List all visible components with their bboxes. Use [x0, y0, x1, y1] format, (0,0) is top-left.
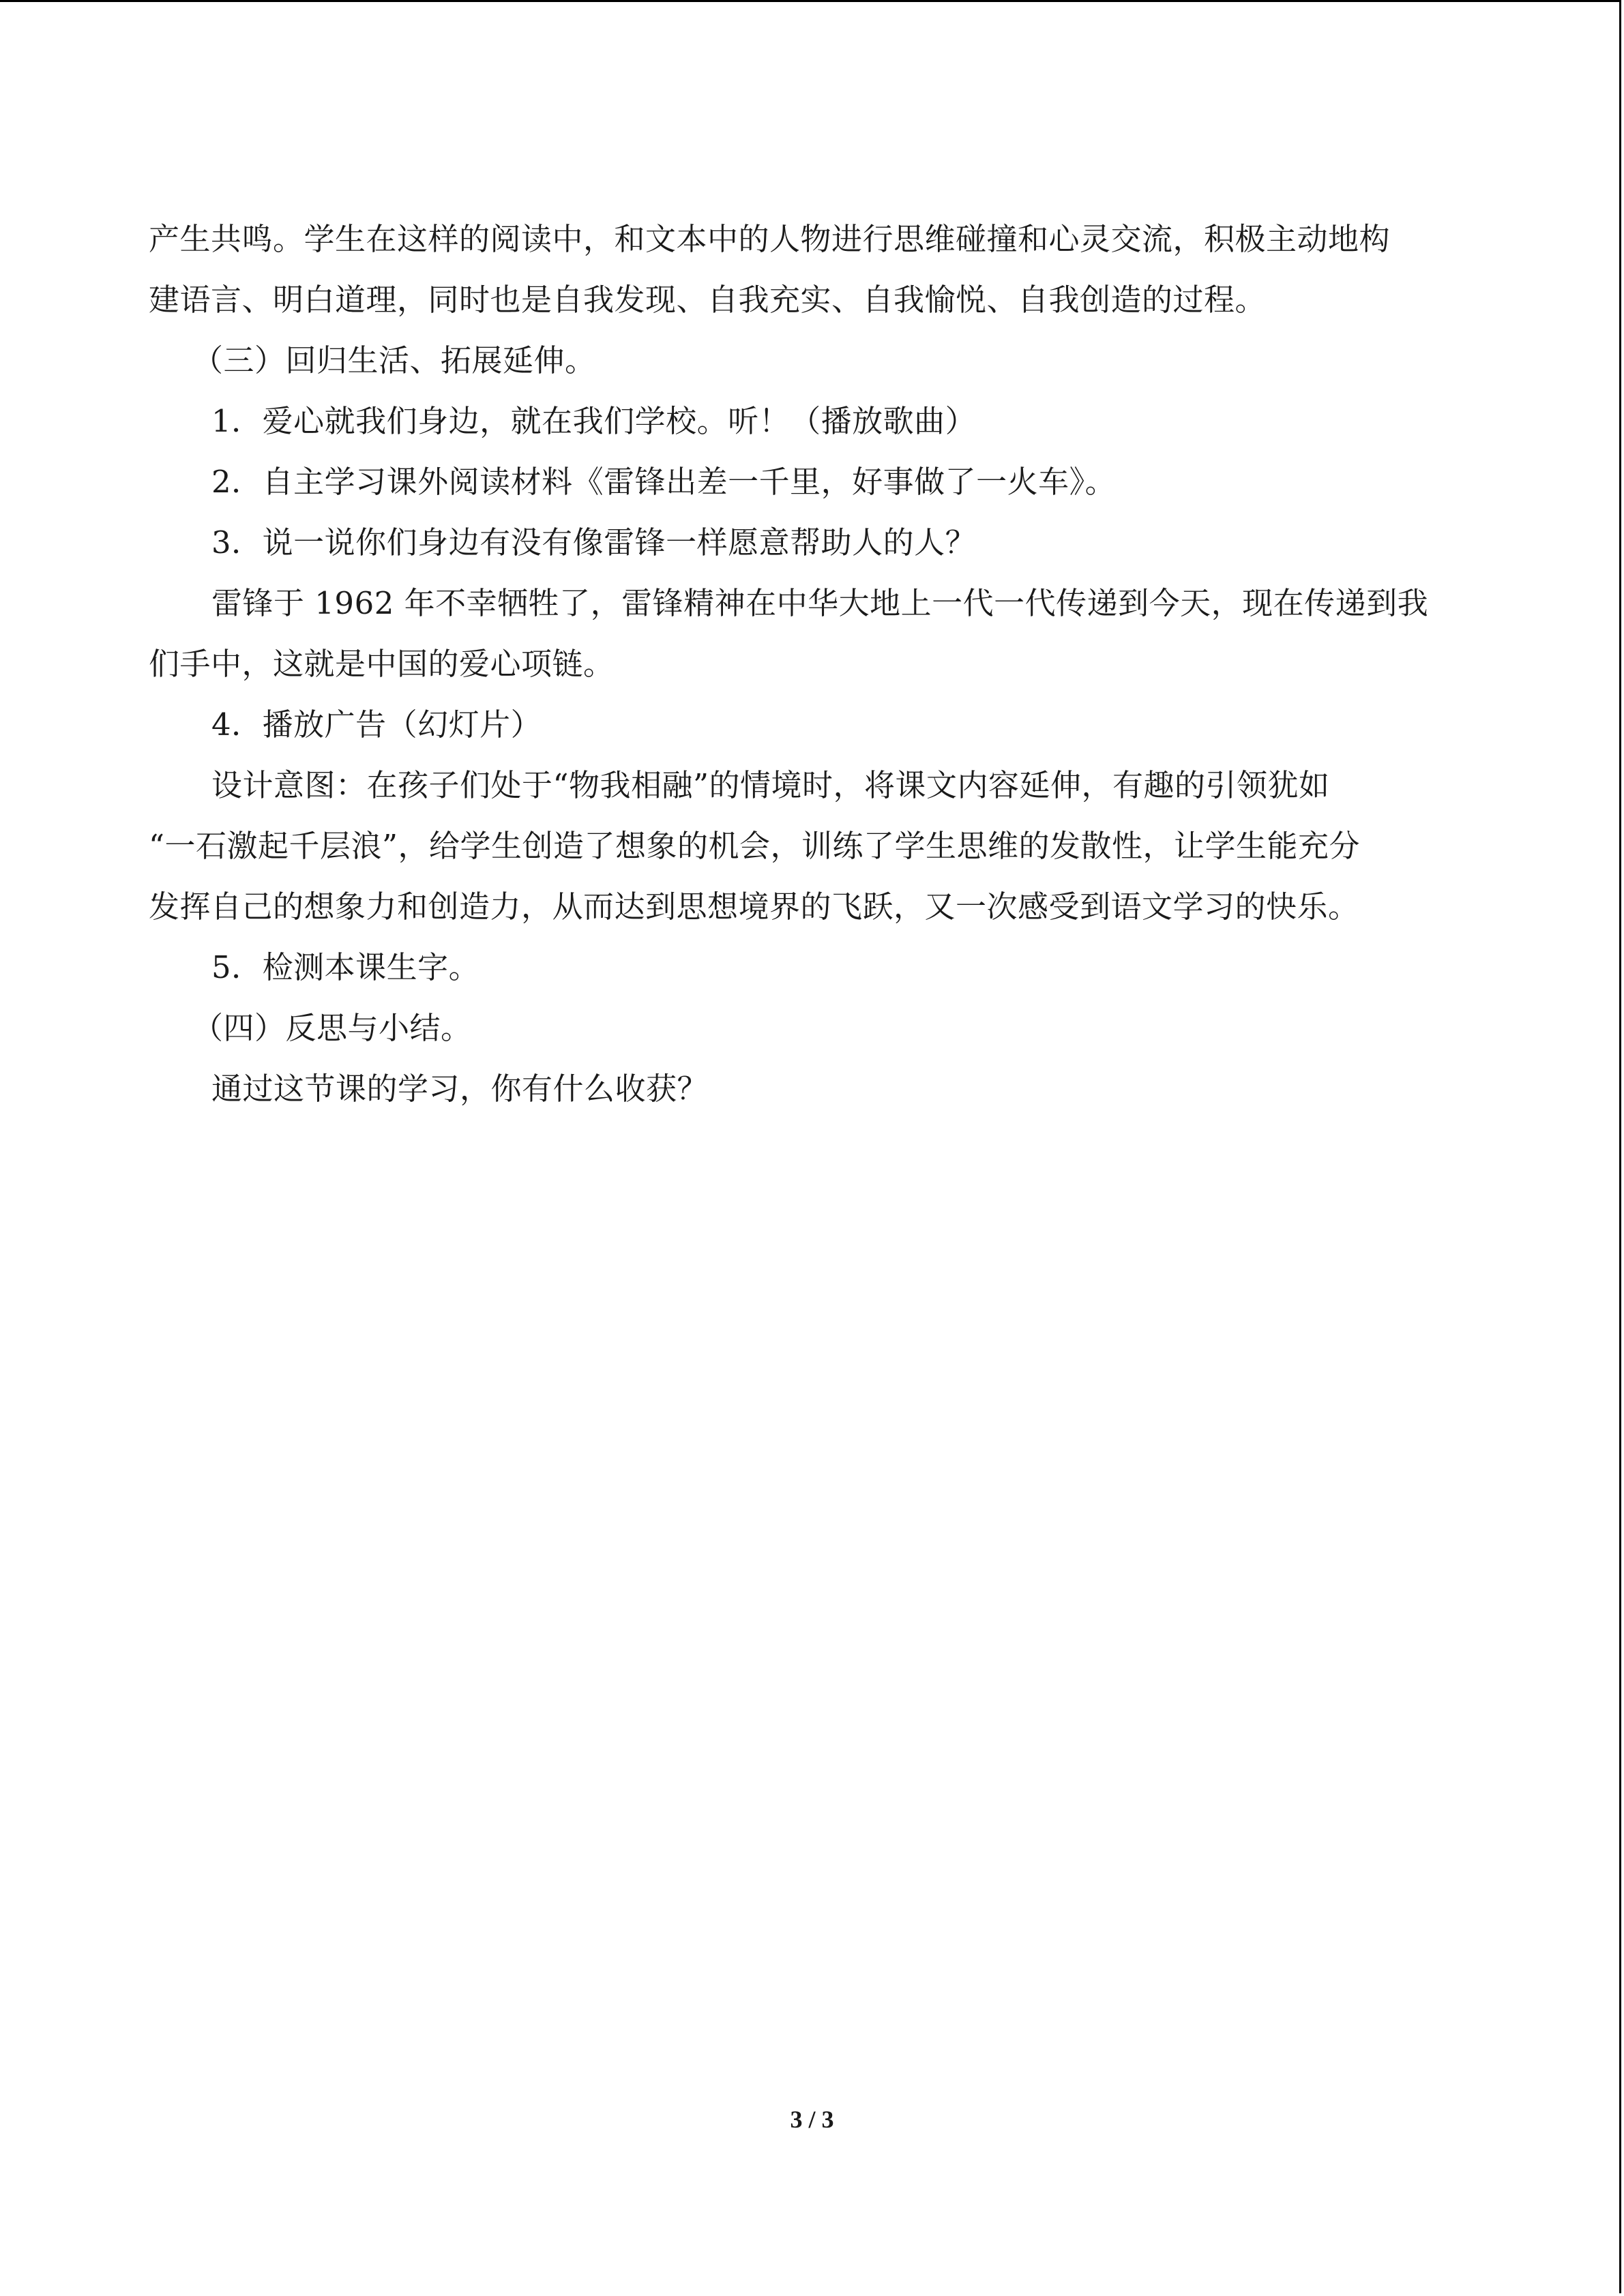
page-number: 3 / 3	[790, 2106, 834, 2133]
paragraph-line: 产生共鸣。学生在这样的阅读中，和文本中的人物进行思维碰撞和心灵交流，积极主动地构	[149, 221, 1391, 257]
document-body	[149, 209, 1475, 1119]
section-heading: （三）回归生活、拓展延伸。	[192, 342, 596, 378]
list-item: 1．爱心就我们身边，就在我们学校。听！（播放歌曲）	[211, 403, 977, 439]
paragraph-line: 设计意图：在孩子们处于“物我相融”的情境时，将课文内容延伸，有趣的引领犹如	[211, 767, 1330, 803]
list-item: 2．自主学习课外阅读材料《雷锋出差一千里，好事做了一火车》。	[211, 464, 1117, 500]
section-heading: （四）反思与小结。	[192, 1010, 472, 1046]
paragraph-line: 们手中，这就是中国的爱心项链。	[149, 646, 615, 682]
paragraph-line: 雷锋于 1962 年不幸牺牲了，雷锋精神在中华大地上一代一代传递到今天，现在传递到我	[211, 585, 1429, 621]
paragraph-line: 通过这节课的学习，你有什么收获？	[211, 1071, 709, 1107]
paragraph-line: 发挥自己的想象力和创造力，从而达到思想境界的飞跃，又一次感受到语文学习的快乐。	[149, 889, 1359, 925]
list-item: 4．播放广告（幻灯片）	[211, 706, 542, 743]
paragraph-line: 建语言、明白道理，同时也是自我发现、自我充实、自我愉悦、自我创造的过程。	[149, 282, 1267, 318]
paragraph-line: “一石激起千层浪”，给学生创造了想象的机会，训练了学生思维的发散性，让学生能充分	[149, 828, 1361, 864]
list-item: 5．检测本课生字。	[211, 949, 480, 985]
list-item: 3．说一说你们身边有没有像雷锋一样愿意帮助人的人？	[211, 524, 977, 561]
